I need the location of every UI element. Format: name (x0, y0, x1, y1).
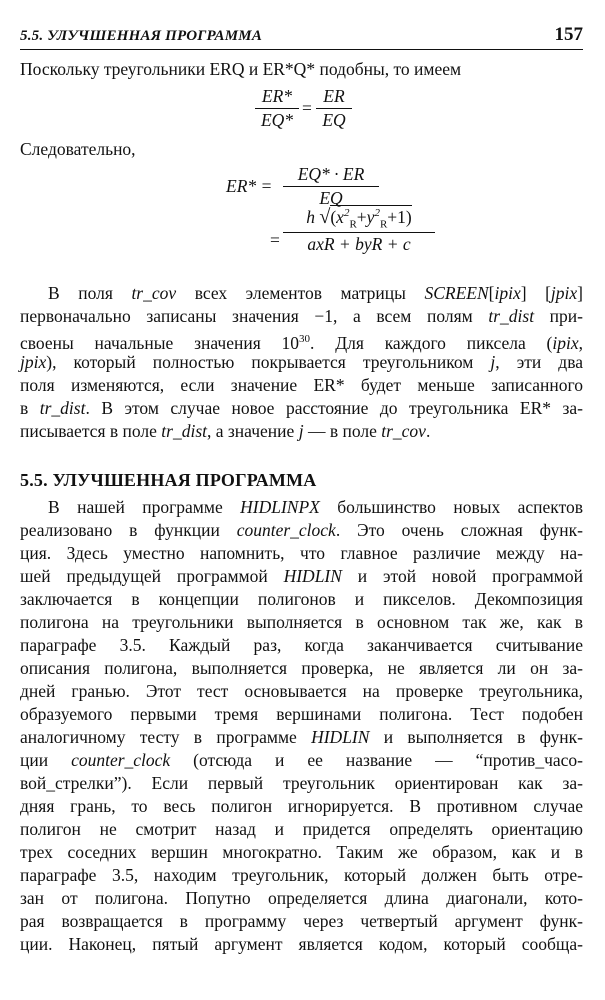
para2-line-13: вой_стрелки”). Если первый треугольник ориентирован как за- (20, 773, 583, 793)
fraction-numerator: EQ* · ER (297, 164, 365, 184)
equals-sign: = (302, 98, 312, 118)
section-heading: 5.5. УЛУЧШЕННАЯ ПРОГРАММА (20, 470, 317, 490)
header-rule (20, 49, 583, 50)
fraction-numerator (283, 206, 435, 231)
para2-line-12: ции counter_clock (отсюда и ее название — “против_часо- (20, 750, 583, 770)
fraction-right (316, 86, 352, 131)
para1-line-1: В поля tr_cov всех элементов матрицы SCREEN[ipix] [jpix] (48, 283, 583, 303)
para1-line-5: поля изменяются, если значение ER* будет меньше записанного (20, 375, 583, 395)
para2-line-16: трех соседних вершин многократно. Таким же образом, как и в (20, 842, 583, 862)
para2-line-8: описания полигона, выполняется проверка, не является ли он за- (20, 658, 583, 678)
consequently-line: Следовательно, (20, 139, 136, 159)
running-head-title: 5.5. УЛУЧШЕННАЯ ПРОГРАММА (20, 28, 263, 44)
page-number: 157 (554, 24, 583, 45)
var-h: h (306, 207, 315, 227)
fraction-numerator: ER* (261, 86, 293, 106)
para2-line-1: В нашей программе HIDLINPX большинство новых аспектов (48, 497, 584, 517)
fraction-bar (283, 186, 379, 187)
para2-line-19: рая возвращается в программу через четвертый аргумент функ- (20, 911, 583, 931)
intro-line: Поскольку треугольники ERQ и ER*Q* подобны, то имеем (20, 59, 462, 79)
para2-line-2: реализовано в функции counter_clock. Это очень сложная функ- (20, 520, 583, 540)
para2-line-20: ции. Наконец, пятый аргумент является кодом, который сообща- (20, 934, 583, 954)
fraction-denominator: axR + byR + c (307, 233, 411, 254)
fraction-numerator: ER (323, 86, 345, 106)
fraction-first (283, 164, 379, 209)
formula-lhs: ER* = (226, 176, 273, 196)
fraction-bar (255, 108, 299, 109)
para2-line-10: образуемого первыми тремя вершинами полигона. Тест подобен (20, 704, 583, 724)
para1-line-2: первоначально записаны значения −1, а всем полям tr_dist при- (20, 306, 583, 326)
para2-line-11: аналогичному тесту в программе HIDLIN и выполняется в функ- (20, 727, 583, 747)
para2-line-4: шей предыдущей программой HIDLIN и этой новой программой (20, 566, 583, 586)
fraction-left (255, 86, 299, 131)
sqrt-radicand: $(x^2_R+y^2_R+1)$ (330, 207, 412, 231)
fraction-bar (283, 232, 435, 233)
para2-line-7: параграфе 3.5. Каждый раз, когда заканчивается считывание (20, 635, 583, 655)
para2-line-3: ция. Здесь уместно напомнить, что главное различие между на- (20, 543, 583, 563)
equals-sign: = (270, 230, 280, 250)
para1-line-7: писывается в поле tr_dist, а значение j — в поле tr_cov. (20, 421, 431, 441)
para2-line-18: зан от полигона. Попутно определяется длина диагонали, кото- (20, 888, 583, 908)
para1-line-4: jpix), который полностью покрывается треугольником j, эти два (20, 352, 583, 372)
sqrt-icon: √ (319, 206, 331, 228)
para2-line-17: параграфе 3.5, находим треугольник, который должен быть отре- (20, 865, 583, 885)
para1-line-3: своены начальные значения $10^{30}$. Для каждого пиксела (ipix, (20, 332, 583, 353)
para2-line-15: полигон не смотрит назад и придется определять ориентацию (20, 819, 583, 839)
para2-line-6: полигона на треугольники выполняется в основном так же, как в (20, 612, 583, 632)
fraction-bar (316, 108, 352, 109)
fraction-denominator: EQ (322, 110, 346, 130)
running-head (20, 24, 583, 52)
fraction-denominator: EQ* (260, 110, 294, 130)
para1-line-6: в tr_dist. В этом случае новое расстояние до треугольника ER* за- (20, 398, 583, 418)
para2-line-9: дней гранью. Этот тест основывается на проверке треугольника, (20, 681, 583, 701)
para2-line-5: заключается в концепции полигонов и пикселов. Декомпозиция (20, 589, 583, 609)
fraction-denominator: EQ (319, 188, 343, 208)
fraction-second (283, 206, 435, 255)
para2-line-14: дняя грань, то весь полигон игнорируется. В противном случае (20, 796, 583, 816)
